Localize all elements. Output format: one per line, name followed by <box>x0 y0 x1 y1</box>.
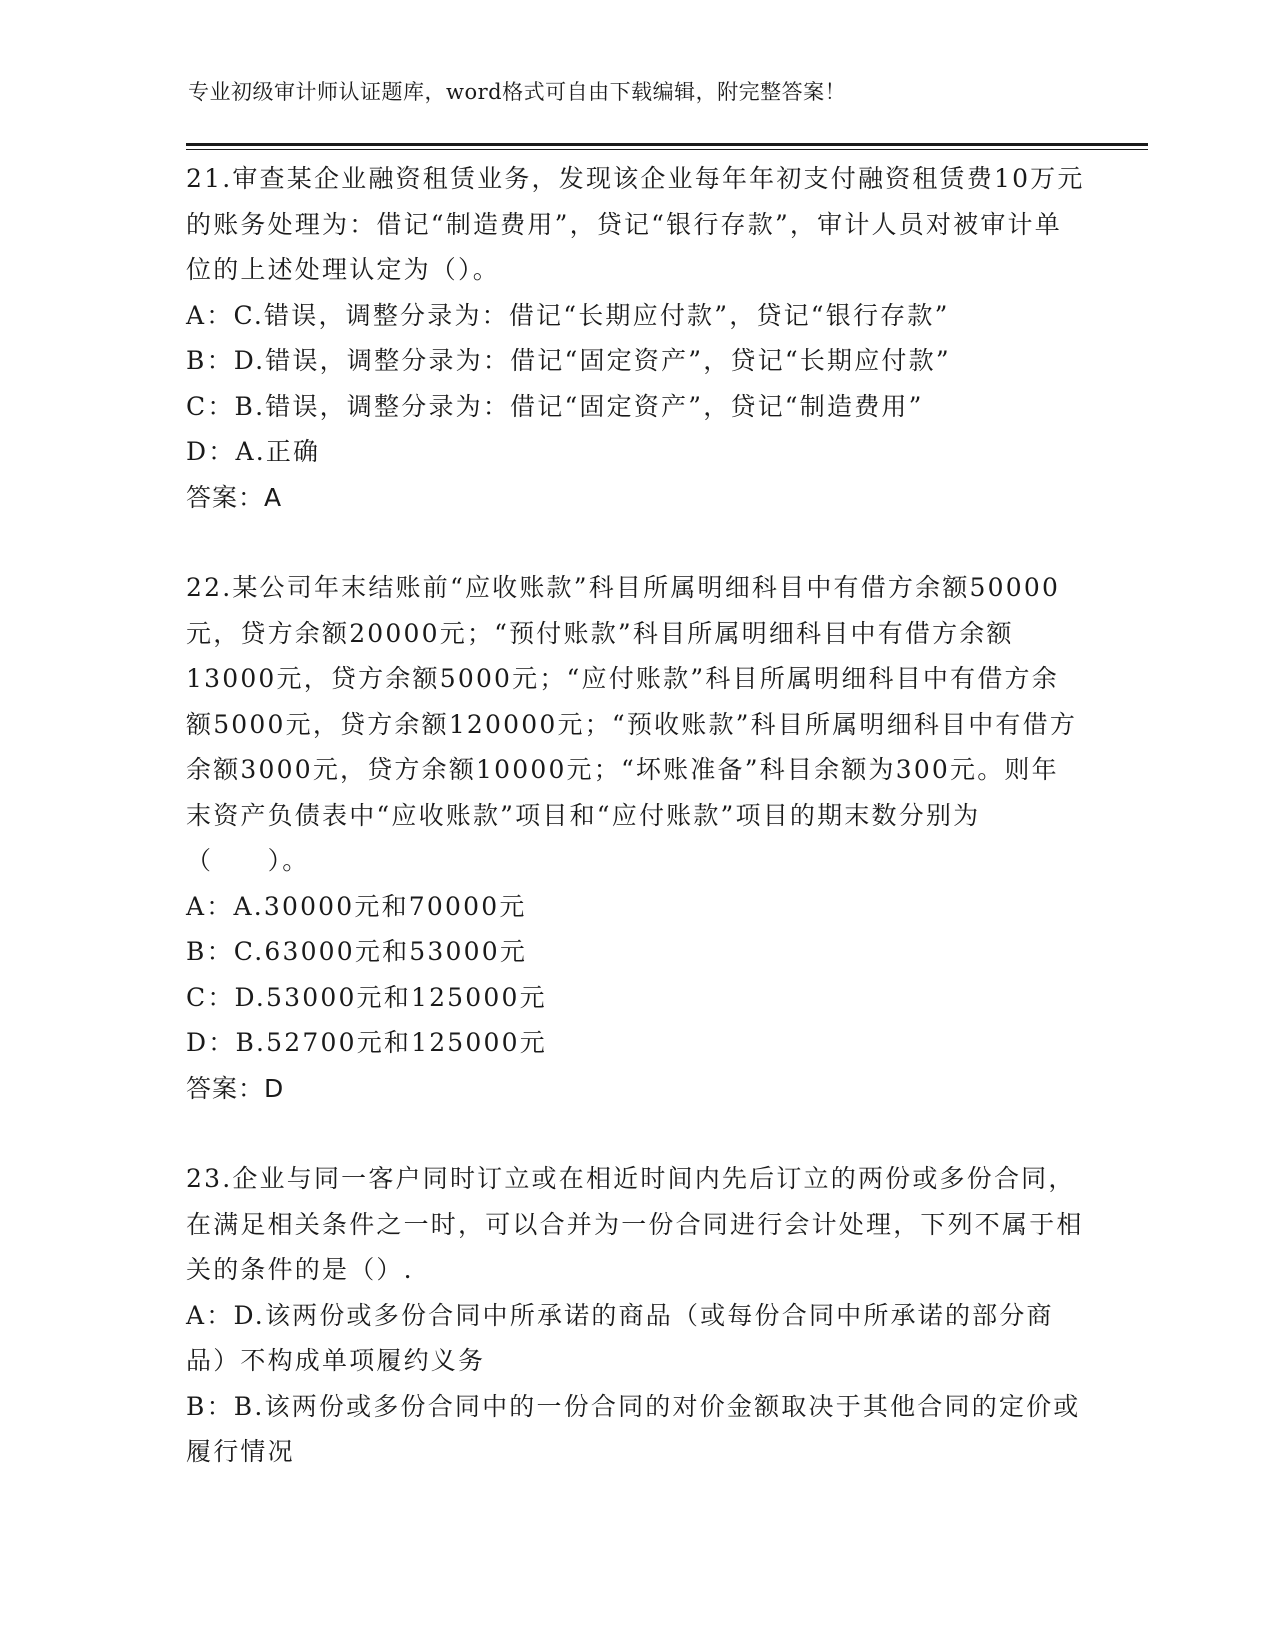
option-c: C：B.错误，调整分录为：借记“固定资产”，贷记“制造费用” <box>186 391 924 421</box>
option-d: D：A.正确 <box>186 437 321 466</box>
question-list <box>186 156 1086 1475</box>
option-b: B：B.该两份或多份合同中的一份合同的对价金额取决于其他合同的定价或履行情况 <box>186 1391 1081 1466</box>
header-rule-thin <box>186 149 1148 150</box>
option-d: D：B.52700元和125000元 <box>186 1028 547 1057</box>
answer-line: 答案：A <box>186 482 283 512</box>
spacer <box>186 1111 1086 1156</box>
option-a: A：C.错误，调整分录为：借记“长期应付款”，贷记“银行存款” <box>186 300 950 330</box>
option-a: A：A.30000元和70000元 <box>186 891 527 921</box>
option-b: B：C.63000元和53000元 <box>186 937 528 966</box>
header-rule-thick <box>186 143 1148 146</box>
option-c: C：D.53000元和125000元 <box>186 982 547 1012</box>
question-stem: 21.审查某企业融资租赁业务，发现该企业每年年初支付融资租赁费10万元的账务处理为：借记“制造费用”，贷记“银行存款”，审计人员对被审计单位的上述处理认定为（）。 <box>186 164 1085 284</box>
option-a: A：D.该两份或多份合同中所承诺的商品（或每份合同中所承诺的部分商品）不构成单项履约义务 <box>186 1300 1054 1375</box>
question-block <box>186 1156 1086 1475</box>
page-header: 专业初级审计师认证题库，word格式可自由下载编辑，附完整答案！ <box>188 80 847 104</box>
option-b: B：D.错误，调整分录为：借记“固定资产”，贷记“长期应付款” <box>186 346 951 375</box>
question-stem: 23.企业与同一客户同时订立或在相近时间内先后订立的两份或多份合同，在满足相关条件之一时，可以合并为一份合同进行会计处理，下列不属于相关的条件的是（）. <box>186 1164 1084 1284</box>
question-stem: 22.某公司年末结账前“应收账款”科目所属明细科目中有借方余额50000元，贷方余额20000元；“预付账款”科目所属明细科目中有借方余额13000元，贷方余额5000元；“应付账款”科目所属明细科目中有借方余额5000元，贷方余额120000元；“预收账款”科目所属明细科目中有借方余额3000元，贷方余额10000元；“坏账准备”科目余额为300元。则年末资产负债表中“应收账款”项目和“应付账款”项目的期末数分别为（ ）。 <box>186 573 1078 875</box>
answer-line: 答案：D <box>186 1073 285 1103</box>
question-block <box>186 156 1086 520</box>
spacer <box>186 520 1086 565</box>
question-block <box>186 565 1086 1111</box>
